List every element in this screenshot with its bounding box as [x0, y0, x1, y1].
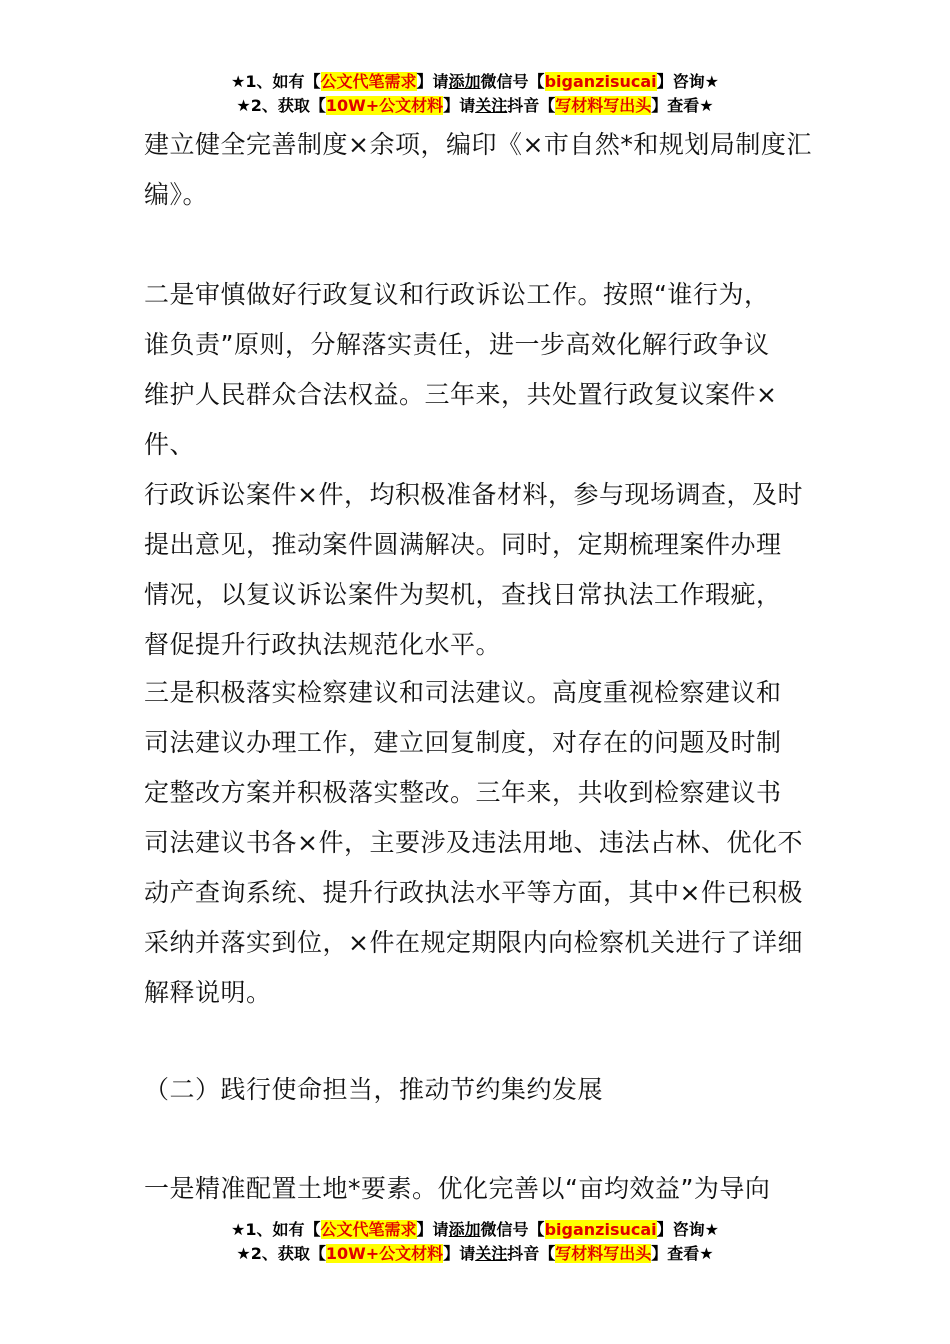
highlight-douyin-id: 写材料写出头 [555, 1244, 652, 1263]
text-line: 司法建议办理工作，建立回复制度，对存在的问题及时制 [144, 728, 782, 757]
text-line: 采纳并落实到位，×件在规定期限内向检察机关进行了详细 [144, 928, 803, 957]
highlight-materials: 10W+公文材料 [325, 1244, 444, 1263]
section-heading [144, 1065, 816, 1115]
highlight-wechat-id: biganzisucai [544, 1220, 657, 1239]
text-line: 编》。 [144, 180, 209, 209]
paragraph-4 [144, 1164, 816, 1214]
paragraph-2 [144, 270, 816, 670]
text-line: 解释说明。 [144, 978, 272, 1007]
text-line: 定整改方案并积极落实整改。三年来，共收到检察建议书 [144, 778, 782, 807]
text-line: （二）践行使命担当，推动节约集约发展 [144, 1075, 604, 1104]
highlight-douyin-id: 写材料写出头 [555, 96, 652, 115]
highlight-service: 公文代笔需求 [320, 1220, 417, 1239]
text-line: 谁负责”原则，分解落实责任，进一步高效化解行政争议 [144, 330, 770, 359]
banner-line-2: ★2、获取【10W+公文材料】请关注抖音【写材料写出头】查看★ [236, 1244, 714, 1263]
text-line: 提出意见，推动案件圆满解决。同时，定期梳理案件办理 [144, 530, 782, 559]
text-line: 司法建议书各×件，主要涉及违法用地、违法占林、优化不 [144, 828, 803, 857]
text-line: 一是精准配置土地*要素。优化完善以“亩均效益”为导向 [144, 1174, 771, 1203]
header-banner [0, 70, 950, 118]
banner-line-2: ★2、获取【10W+公文材料】请关注抖音【写材料写出头】查看★ [236, 96, 714, 115]
paragraph-1 [144, 120, 816, 220]
banner-line-1: ★1、如有【公文代笔需求】请添加微信号【biganzisucai】咨询★ [231, 72, 719, 91]
highlight-materials: 10W+公文材料 [325, 96, 444, 115]
footer-banner [0, 1218, 950, 1266]
text-line: 情况，以复议诉讼案件为契机，查找日常执法工作瑕疵， [144, 580, 782, 609]
text-line: 三是积极落实检察建议和司法建议。高度重视检察建议和 [144, 678, 782, 707]
paragraph-3 [144, 668, 816, 1018]
text-line: 建立健全完善制度×余项，编印《×市自然*和规划局制度汇 [144, 130, 812, 159]
banner-line-1: ★1、如有【公文代笔需求】请添加微信号【biganzisucai】咨询★ [231, 1220, 719, 1239]
highlight-service: 公文代笔需求 [320, 72, 417, 91]
text-line: 督促提升行政执法规范化水平。 [144, 630, 502, 659]
text-line: 行政诉讼案件×件，均积极准备材料，参与现场调查，及时 [144, 480, 803, 509]
highlight-wechat-id: biganzisucai [544, 72, 657, 91]
text-line: 维护人民群众合法权益。三年来，共处置行政复议案件×件、 [144, 380, 778, 459]
text-line: 二是审慎做好行政复议和行政诉讼工作。按照“谁行为， [144, 280, 770, 309]
text-line: 动产查询系统、提升行政执法水平等方面，其中×件已积极 [144, 878, 803, 907]
